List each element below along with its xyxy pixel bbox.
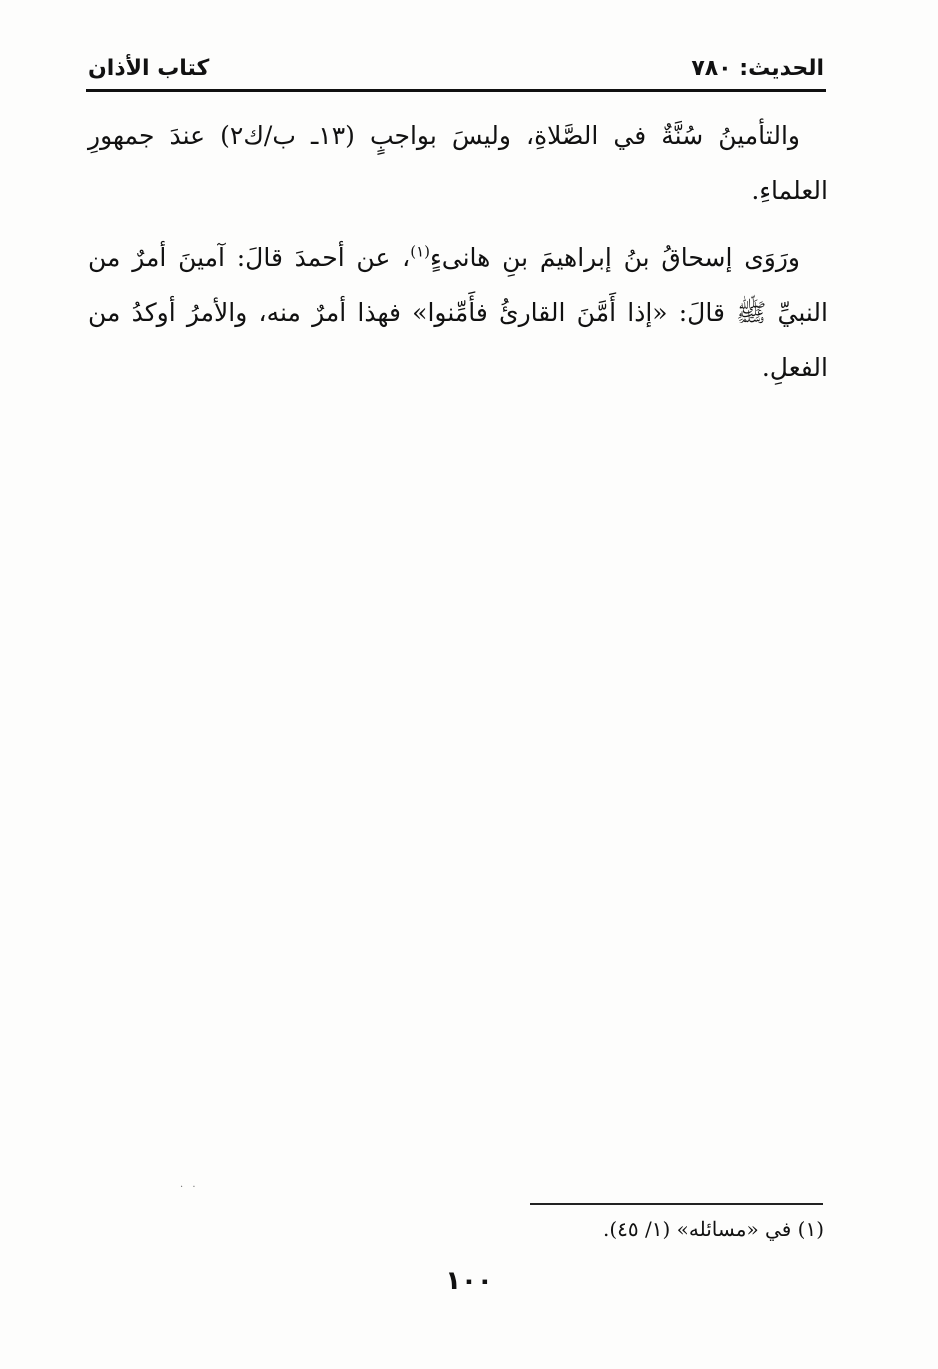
page-number: ١٠٠ — [445, 1266, 493, 1296]
hadith-number: الحديث: ٧٨٠ — [691, 56, 824, 81]
footnote-reference: (١) — [410, 242, 430, 261]
paragraph-2-text-b: ، عن أحمدَ قالَ: آمينَ أمرٌ من النبيِّ ﷺ قالَ: «إذا أَمَّنَ القارئُ فأَمِّنوا» فهذا أمرٌ منه، والأمرُ أوكدُ من الفعلِ. — [88, 243, 828, 382]
page-body — [88, 108, 828, 395]
scan-speck: · · — [180, 1182, 199, 1193]
paragraph-1: والتأمينُ سُنَّةٌ في الصَّلاةِ، وليسَ بواجبٍ (١٣ـ ب/ك٢) عندَ جمهورِ العلماءِ. — [88, 121, 828, 205]
paragraph-2 — [88, 230, 828, 395]
footnote-divider — [530, 1203, 823, 1205]
book-title: كتاب الأذان — [88, 56, 210, 81]
paragraph-2-text-a: ورَوَى إسحاقُ بنُ إبراهيمَ بنِ هانىءٍ — [430, 243, 801, 272]
header-divider — [86, 89, 826, 92]
footnote-1: (١) في «مسائله» (١/ ٤٥). — [602, 1217, 824, 1241]
page-header — [88, 54, 824, 90]
